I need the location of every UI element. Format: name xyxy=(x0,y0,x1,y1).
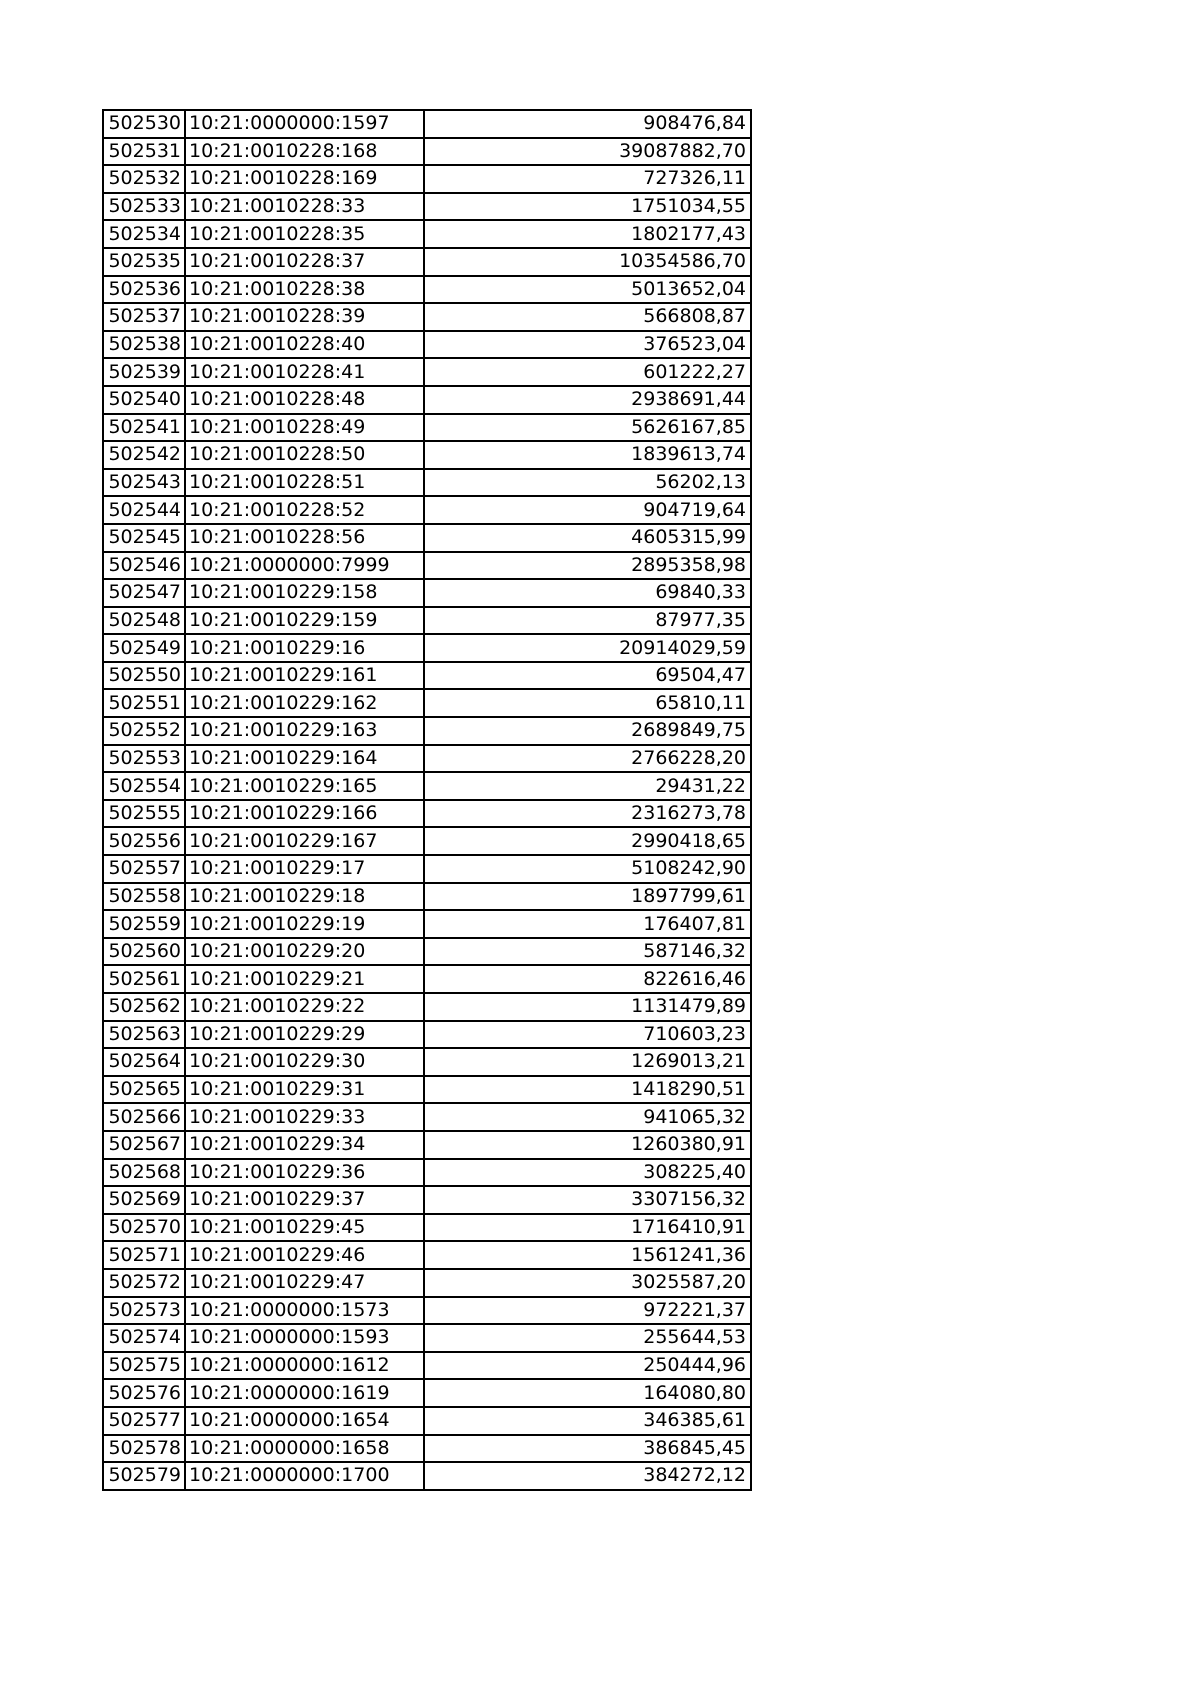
cell-cadastral-number: 10:21:0010229:158 xyxy=(185,579,424,607)
table-row xyxy=(103,193,751,221)
cell-id: 502553 xyxy=(103,745,185,773)
cell-value: 587146,32 xyxy=(424,938,751,966)
table-row xyxy=(103,441,751,469)
cell-cadastral-number: 10:21:0000000:1573 xyxy=(185,1297,424,1325)
cell-id: 502569 xyxy=(103,1186,185,1214)
table-row xyxy=(103,165,751,193)
cell-cadastral-number: 10:21:0010229:16 xyxy=(185,634,424,662)
cell-id: 502558 xyxy=(103,883,185,911)
table-row xyxy=(103,386,751,414)
cell-value: 2689849,75 xyxy=(424,717,751,745)
cell-id: 502535 xyxy=(103,248,185,276)
cell-value: 69504,47 xyxy=(424,662,751,690)
cell-id: 502542 xyxy=(103,441,185,469)
cell-cadastral-number: 10:21:0000000:7999 xyxy=(185,552,424,580)
cell-value: 3307156,32 xyxy=(424,1186,751,1214)
table-row xyxy=(103,248,751,276)
cell-value: 308225,40 xyxy=(424,1159,751,1187)
cell-id: 502570 xyxy=(103,1214,185,1242)
cell-value: 908476,84 xyxy=(424,110,751,138)
cell-cadastral-number: 10:21:0010228:39 xyxy=(185,303,424,331)
cell-value: 710603,23 xyxy=(424,1021,751,1049)
cell-id: 502554 xyxy=(103,772,185,800)
cell-cadastral-number: 10:21:0010229:161 xyxy=(185,662,424,690)
cell-value: 1802177,43 xyxy=(424,220,751,248)
cell-value: 386845,45 xyxy=(424,1435,751,1463)
table-row xyxy=(103,303,751,331)
cell-value: 5626167,85 xyxy=(424,414,751,442)
cell-value: 972221,37 xyxy=(424,1297,751,1325)
table-row xyxy=(103,1159,751,1187)
cell-value: 1269013,21 xyxy=(424,1048,751,1076)
cell-value: 250444,96 xyxy=(424,1352,751,1380)
cell-id: 502579 xyxy=(103,1462,185,1490)
cell-id: 502574 xyxy=(103,1324,185,1352)
table-row xyxy=(103,358,751,386)
cell-id: 502538 xyxy=(103,331,185,359)
cell-id: 502559 xyxy=(103,910,185,938)
cell-cadastral-number: 10:21:0010229:167 xyxy=(185,827,424,855)
cell-value: 2766228,20 xyxy=(424,745,751,773)
cell-value: 20914029,59 xyxy=(424,634,751,662)
table-row xyxy=(103,1435,751,1463)
cell-id: 502540 xyxy=(103,386,185,414)
cell-value: 1897799,61 xyxy=(424,883,751,911)
table-row xyxy=(103,910,751,938)
cell-value: 29431,22 xyxy=(424,772,751,800)
cell-value: 176407,81 xyxy=(424,910,751,938)
cell-cadastral-number: 10:21:0010229:22 xyxy=(185,993,424,1021)
cell-value: 5013652,04 xyxy=(424,276,751,304)
cell-id: 502545 xyxy=(103,524,185,552)
cell-cadastral-number: 10:21:0010229:20 xyxy=(185,938,424,966)
cell-cadastral-number: 10:21:0010228:52 xyxy=(185,496,424,524)
cell-value: 1839613,74 xyxy=(424,441,751,469)
cell-value: 601222,27 xyxy=(424,358,751,386)
cell-cadastral-number: 10:21:0010228:37 xyxy=(185,248,424,276)
cell-cadastral-number: 10:21:0010229:34 xyxy=(185,1131,424,1159)
cell-value: 941065,32 xyxy=(424,1103,751,1131)
cell-value: 904719,64 xyxy=(424,496,751,524)
cell-id: 502560 xyxy=(103,938,185,966)
cell-cadastral-number: 10:21:0010228:56 xyxy=(185,524,424,552)
cell-cadastral-number: 10:21:0010229:37 xyxy=(185,1186,424,1214)
cell-cadastral-number: 10:21:0010229:21 xyxy=(185,965,424,993)
table-row xyxy=(103,1048,751,1076)
cell-id: 502573 xyxy=(103,1297,185,1325)
cell-value: 164080,80 xyxy=(424,1379,751,1407)
cell-value: 2316273,78 xyxy=(424,800,751,828)
cell-cadastral-number: 10:21:0000000:1700 xyxy=(185,1462,424,1490)
table-row xyxy=(103,331,751,359)
cell-id: 502556 xyxy=(103,827,185,855)
table-row xyxy=(103,1352,751,1380)
table-row xyxy=(103,1186,751,1214)
cell-id: 502548 xyxy=(103,607,185,635)
table-row xyxy=(103,662,751,690)
cell-cadastral-number: 10:21:0010229:29 xyxy=(185,1021,424,1049)
cell-id: 502576 xyxy=(103,1379,185,1407)
cell-id: 502555 xyxy=(103,800,185,828)
cell-id: 502547 xyxy=(103,579,185,607)
cell-cadastral-number: 10:21:0010229:33 xyxy=(185,1103,424,1131)
cell-value: 10354586,70 xyxy=(424,248,751,276)
cell-cadastral-number: 10:21:0010229:162 xyxy=(185,689,424,717)
table-row xyxy=(103,220,751,248)
cell-value: 346385,61 xyxy=(424,1407,751,1435)
cell-cadastral-number: 10:21:0010229:159 xyxy=(185,607,424,635)
table-row xyxy=(103,496,751,524)
cell-id: 502572 xyxy=(103,1269,185,1297)
cell-cadastral-number: 10:21:0010228:169 xyxy=(185,165,424,193)
cell-id: 502567 xyxy=(103,1131,185,1159)
table-row xyxy=(103,745,751,773)
cell-id: 502577 xyxy=(103,1407,185,1435)
cell-cadastral-number: 10:21:0010229:18 xyxy=(185,883,424,911)
cell-cadastral-number: 10:21:0010228:51 xyxy=(185,469,424,497)
table-row xyxy=(103,634,751,662)
cell-value: 2990418,65 xyxy=(424,827,751,855)
cell-value: 3025587,20 xyxy=(424,1269,751,1297)
cell-value: 39087882,70 xyxy=(424,138,751,166)
cell-id: 502552 xyxy=(103,717,185,745)
table-row xyxy=(103,772,751,800)
data-table xyxy=(102,109,752,1491)
table-row xyxy=(103,138,751,166)
cell-value: 1260380,91 xyxy=(424,1131,751,1159)
cell-value: 87977,35 xyxy=(424,607,751,635)
table-row xyxy=(103,579,751,607)
table-row xyxy=(103,1269,751,1297)
cell-value: 566808,87 xyxy=(424,303,751,331)
cell-value: 384272,12 xyxy=(424,1462,751,1490)
cell-cadastral-number: 10:21:0010229:31 xyxy=(185,1076,424,1104)
cell-id: 502568 xyxy=(103,1159,185,1187)
cell-id: 502549 xyxy=(103,634,185,662)
cell-cadastral-number: 10:21:0010229:164 xyxy=(185,745,424,773)
cell-value: 1131479,89 xyxy=(424,993,751,1021)
cell-cadastral-number: 10:21:0010229:30 xyxy=(185,1048,424,1076)
cell-value: 65810,11 xyxy=(424,689,751,717)
table-row xyxy=(103,1324,751,1352)
cell-cadastral-number: 10:21:0000000:1654 xyxy=(185,1407,424,1435)
table-row xyxy=(103,993,751,1021)
cell-cadastral-number: 10:21:0000000:1612 xyxy=(185,1352,424,1380)
cell-cadastral-number: 10:21:0010228:49 xyxy=(185,414,424,442)
cell-id: 502550 xyxy=(103,662,185,690)
table-row xyxy=(103,469,751,497)
table-row xyxy=(103,276,751,304)
table-row xyxy=(103,414,751,442)
cell-id: 502531 xyxy=(103,138,185,166)
cell-id: 502561 xyxy=(103,965,185,993)
cell-cadastral-number: 10:21:0010229:47 xyxy=(185,1269,424,1297)
cell-cadastral-number: 10:21:0010229:163 xyxy=(185,717,424,745)
cell-id: 502565 xyxy=(103,1076,185,1104)
cell-id: 502539 xyxy=(103,358,185,386)
cell-cadastral-number: 10:21:0010228:33 xyxy=(185,193,424,221)
table-row xyxy=(103,1297,751,1325)
cell-id: 502578 xyxy=(103,1435,185,1463)
table-row xyxy=(103,1131,751,1159)
table-row xyxy=(103,717,751,745)
cell-cadastral-number: 10:21:0000000:1658 xyxy=(185,1435,424,1463)
cell-cadastral-number: 10:21:0010229:46 xyxy=(185,1241,424,1269)
table-row xyxy=(103,938,751,966)
cell-value: 2938691,44 xyxy=(424,386,751,414)
cell-id: 502537 xyxy=(103,303,185,331)
cell-cadastral-number: 10:21:0010228:41 xyxy=(185,358,424,386)
cell-id: 502532 xyxy=(103,165,185,193)
cell-cadastral-number: 10:21:0000000:1593 xyxy=(185,1324,424,1352)
cell-id: 502557 xyxy=(103,855,185,883)
cell-cadastral-number: 10:21:0010229:166 xyxy=(185,800,424,828)
cell-id: 502575 xyxy=(103,1352,185,1380)
cell-id: 502564 xyxy=(103,1048,185,1076)
cell-id: 502562 xyxy=(103,993,185,1021)
cell-cadastral-number: 10:21:0010229:165 xyxy=(185,772,424,800)
cell-value: 822616,46 xyxy=(424,965,751,993)
cell-value: 5108242,90 xyxy=(424,855,751,883)
cell-cadastral-number: 10:21:0010228:50 xyxy=(185,441,424,469)
cell-value: 376523,04 xyxy=(424,331,751,359)
table-row xyxy=(103,1103,751,1131)
table-body xyxy=(103,110,751,1490)
table-row xyxy=(103,883,751,911)
cell-id: 502534 xyxy=(103,220,185,248)
cell-value: 1751034,55 xyxy=(424,193,751,221)
cell-cadastral-number: 10:21:0010229:36 xyxy=(185,1159,424,1187)
cell-value: 56202,13 xyxy=(424,469,751,497)
cell-cadastral-number: 10:21:0000000:1597 xyxy=(185,110,424,138)
table-row xyxy=(103,689,751,717)
cell-value: 1418290,51 xyxy=(424,1076,751,1104)
cell-id: 502566 xyxy=(103,1103,185,1131)
table-row xyxy=(103,1379,751,1407)
cell-cadastral-number: 10:21:0010228:40 xyxy=(185,331,424,359)
cell-cadastral-number: 10:21:0010229:45 xyxy=(185,1214,424,1242)
cell-cadastral-number: 10:21:0010228:48 xyxy=(185,386,424,414)
table-row xyxy=(103,110,751,138)
cell-id: 502544 xyxy=(103,496,185,524)
table-row xyxy=(103,1214,751,1242)
cell-cadastral-number: 10:21:0010228:35 xyxy=(185,220,424,248)
cell-value: 727326,11 xyxy=(424,165,751,193)
cell-cadastral-number: 10:21:0010229:17 xyxy=(185,855,424,883)
cell-value: 255644,53 xyxy=(424,1324,751,1352)
table-row xyxy=(103,1462,751,1490)
table-row xyxy=(103,552,751,580)
table-row xyxy=(103,1021,751,1049)
cell-id: 502546 xyxy=(103,552,185,580)
cell-id: 502530 xyxy=(103,110,185,138)
cell-id: 502541 xyxy=(103,414,185,442)
cell-id: 502533 xyxy=(103,193,185,221)
cell-value: 1716410,91 xyxy=(424,1214,751,1242)
table-row xyxy=(103,607,751,635)
cell-value: 4605315,99 xyxy=(424,524,751,552)
cell-value: 2895358,98 xyxy=(424,552,751,580)
cell-value: 69840,33 xyxy=(424,579,751,607)
cell-id: 502563 xyxy=(103,1021,185,1049)
cell-id: 502571 xyxy=(103,1241,185,1269)
cell-id: 502543 xyxy=(103,469,185,497)
table-row xyxy=(103,524,751,552)
cell-value: 1561241,36 xyxy=(424,1241,751,1269)
table-row xyxy=(103,1241,751,1269)
table-row xyxy=(103,855,751,883)
table-row xyxy=(103,827,751,855)
cell-cadastral-number: 10:21:0010229:19 xyxy=(185,910,424,938)
cell-cadastral-number: 10:21:0010228:168 xyxy=(185,138,424,166)
cell-id: 502551 xyxy=(103,689,185,717)
cell-cadastral-number: 10:21:0000000:1619 xyxy=(185,1379,424,1407)
table-row xyxy=(103,965,751,993)
table-row xyxy=(103,800,751,828)
cell-cadastral-number: 10:21:0010228:38 xyxy=(185,276,424,304)
table-row xyxy=(103,1407,751,1435)
table-row xyxy=(103,1076,751,1104)
cell-id: 502536 xyxy=(103,276,185,304)
